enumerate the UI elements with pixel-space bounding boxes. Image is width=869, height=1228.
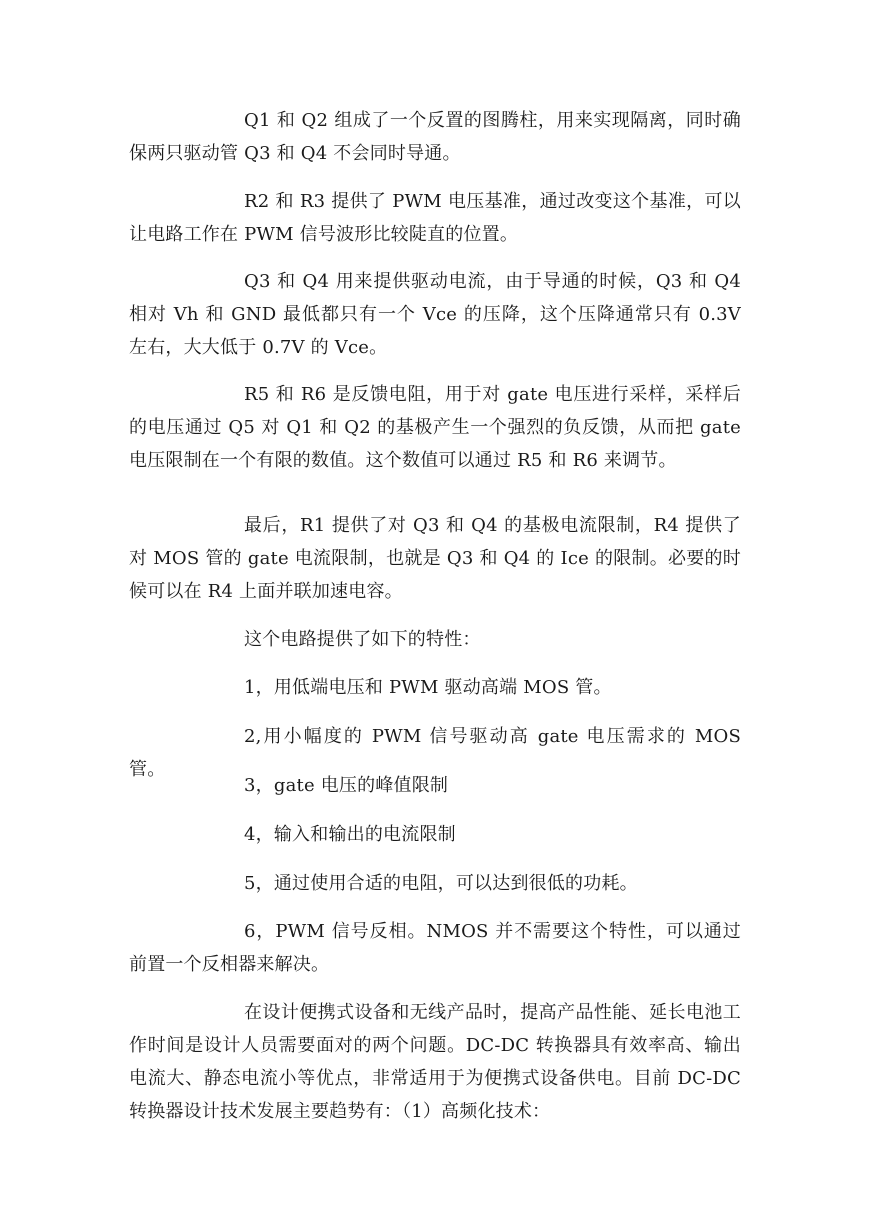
list-item-feature-1: 1，用低端电压和 PWM 驱动高端 MOS 管。 — [244, 677, 612, 698]
paragraph-features-intro: 这个电路提供了如下的特性： — [244, 629, 481, 650]
list-item-feature-2: 2,用小幅度的 PWM 信号驱动高 gate 电压需求的 MOS 管。 — [129, 726, 741, 780]
list-item-feature-6: 6，PWM 信号反相。NMOS 并不需要这个特性，可以通过前置一个反相器来解决。 — [129, 921, 741, 975]
paragraph-current-limit: 最后，R1 提供了对 Q3 和 Q4 的基极电流限制，R4 提供了对 MOS 管的 gate 电流限制，也就是 Q3 和 Q4 的 Ice 的限制。必要的时候可以在 R4 上面并联加速电容。 — [129, 515, 741, 602]
paragraph-pwm-reference: R2 和 R3 提供了 PWM 电压基准，通过改变这个基准，可以让电路工作在 PWM 信号波形比较陡直的位置。 — [129, 191, 741, 245]
paragraph-totem-pole: Q1 和 Q2 组成了一个反置的图腾柱，用来实现隔离，同时确保两只驱动管 Q3 和 Q4 不会同时导通。 — [129, 110, 741, 164]
paragraph-dcdc-trends: 在设计便携式设备和无线产品时，提高产品性能、延长电池工作时间是设计人员需要面对的两个问题。DC-DC 转换器具有效率高、输出电流大、静态电流小等优点，非常适用于为便携式设备供电。目前 DC-DC 转换器设计技术发展主要趋势有：（1）高频化技术： — [129, 1002, 741, 1122]
paragraph-drive-current: Q3 和 Q4 用来提供驱动电流，由于导通的时候，Q3 和 Q4 相对 Vh 和 GND 最低都只有一个 Vce 的压降，这个压降通常只有 0.3V 左右，大大低于 0.7V 的 Vce。 — [129, 271, 741, 358]
list-item-feature-4: 4，输入和输出的电流限制 — [244, 824, 456, 845]
list-item-feature-3: 3，gate 电压的峰值限制 — [244, 775, 449, 796]
paragraph-feedback-resistors: R5 和 R6 是反馈电阻，用于对 gate 电压进行采样，采样后的电压通过 Q5 对 Q1 和 Q2 的基极产生一个强烈的负反馈，从而把 gate 电压限制在一个有限的数值。这个数值可以通过 R5 和 R6 来调节。 — [129, 384, 741, 471]
list-item-feature-5: 5，通过使用合适的电阻，可以达到很低的功耗。 — [244, 873, 638, 894]
